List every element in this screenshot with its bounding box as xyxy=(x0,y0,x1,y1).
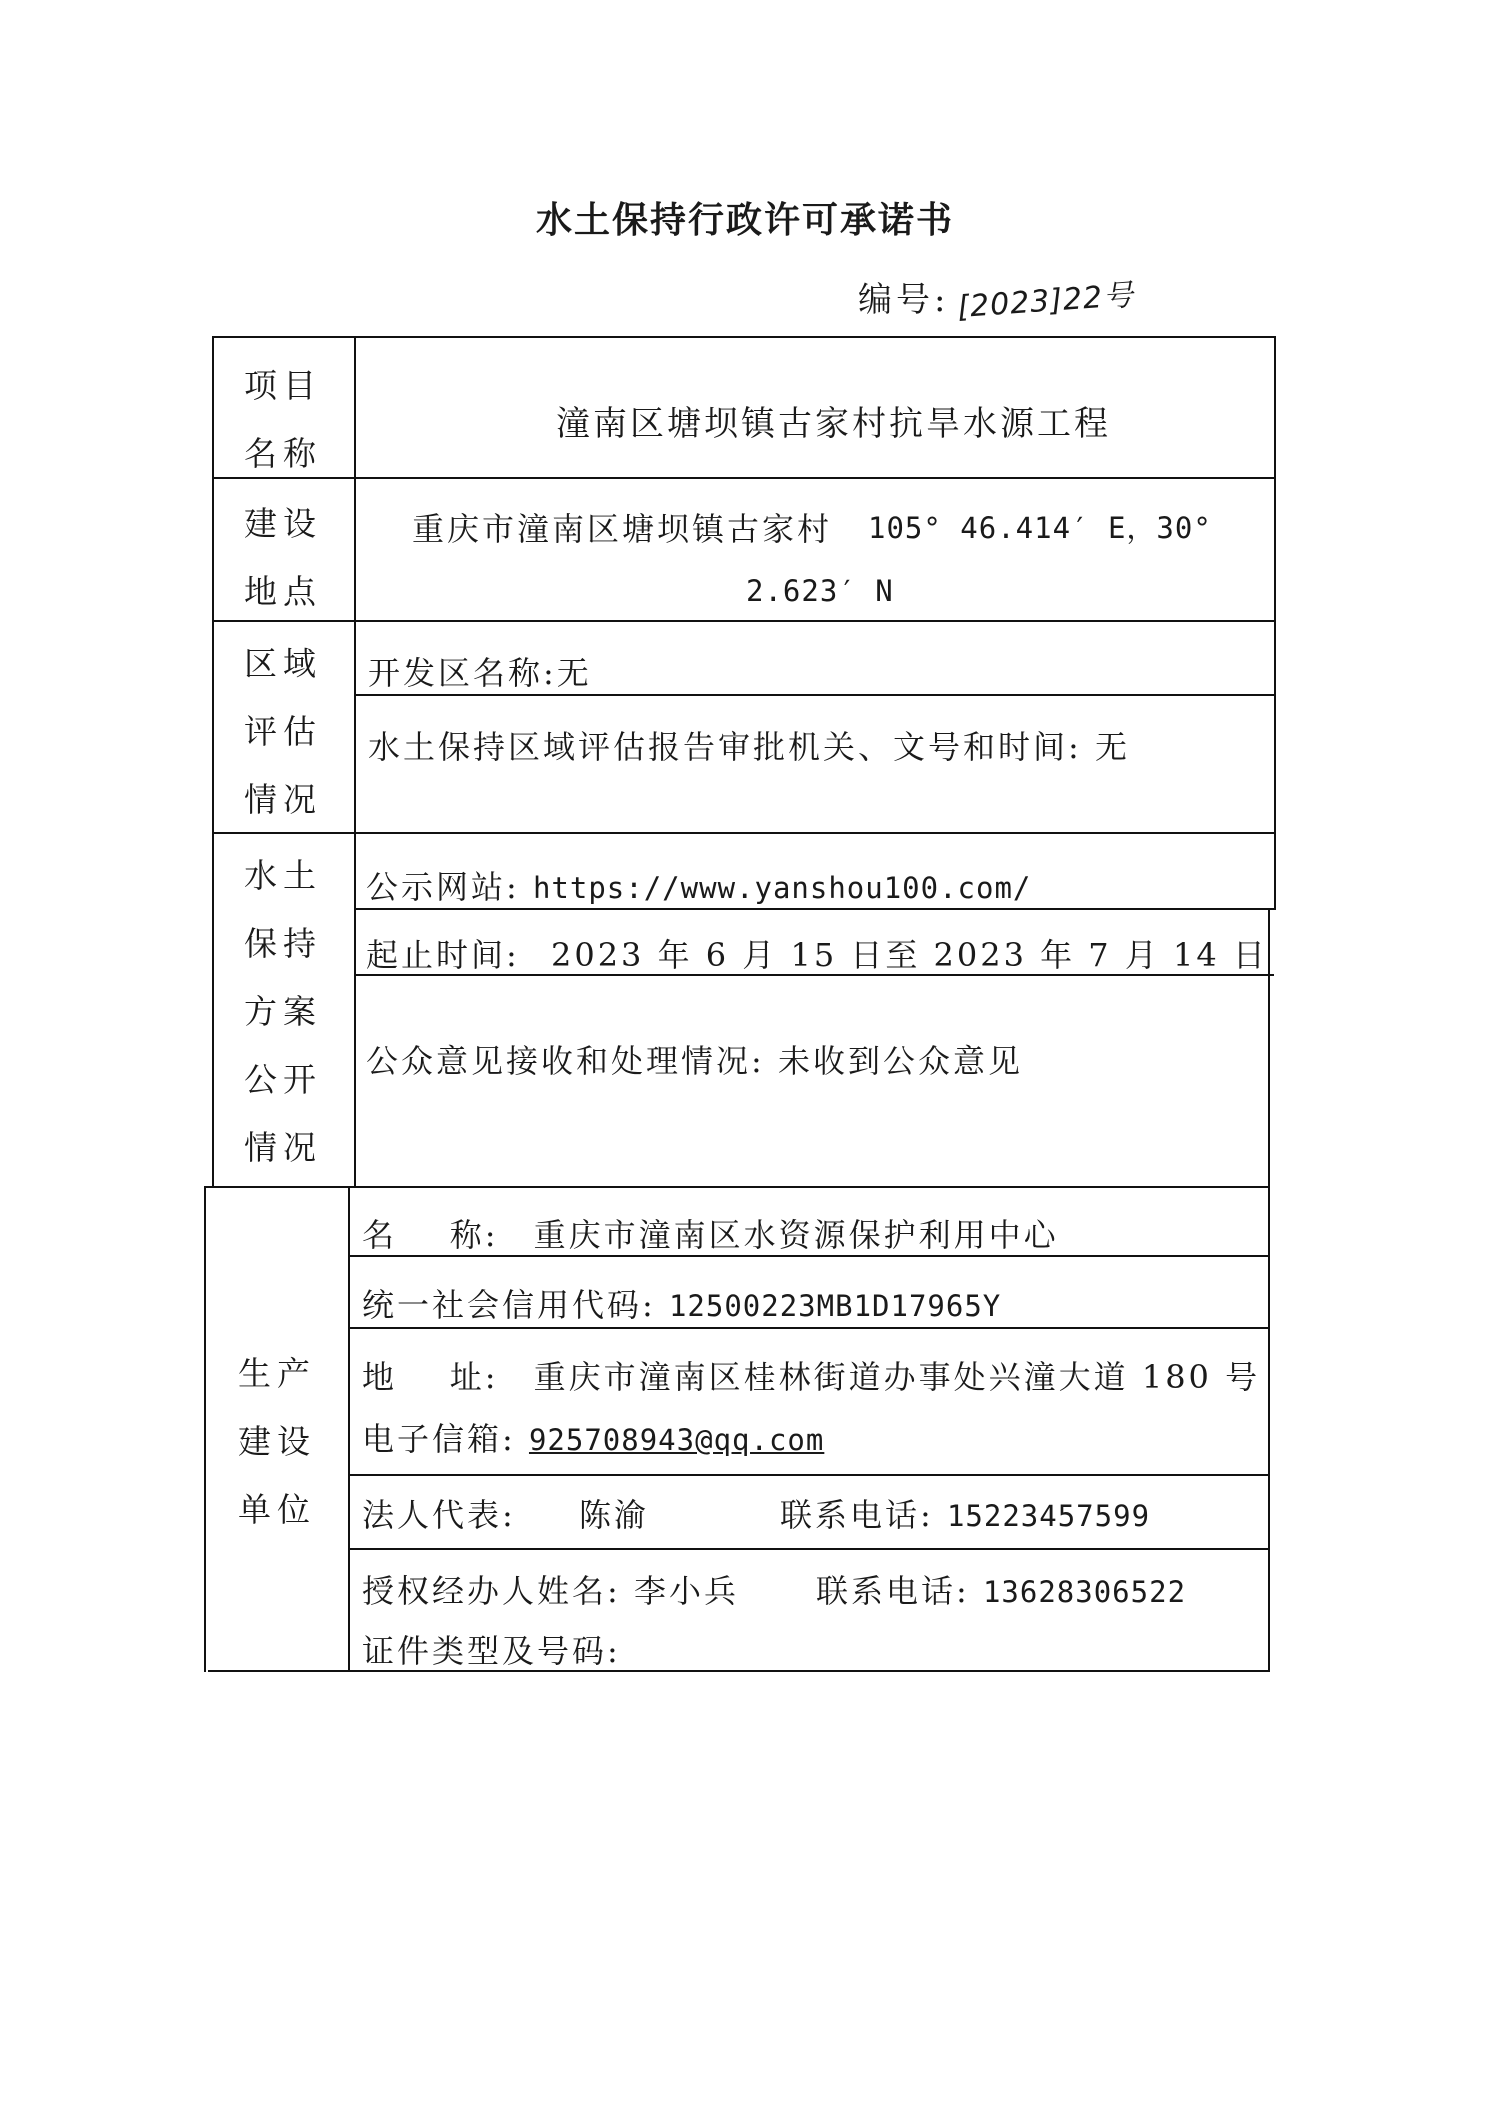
project-name: 潼南区塘坝镇古家村抗旱水源工程 xyxy=(556,404,1111,444)
sub-row-divider xyxy=(350,1548,1270,1550)
id-type-label: 证件类型及号码: xyxy=(362,1632,621,1670)
location-coordinates-1: 105° 46.414′ E，30° xyxy=(868,511,1212,545)
development-zone: 开发区名称:无 xyxy=(368,654,592,692)
row-divider xyxy=(206,1186,1270,1188)
period-value: 2023 年 6 月 15 日至 2023 年 7 月 14 日 xyxy=(550,936,1268,974)
label-construction-unit: 生产 建设 单位 xyxy=(238,1354,316,1529)
website-label: 公示网站: xyxy=(366,868,520,906)
website-row xyxy=(366,862,1031,908)
legal-rep-row xyxy=(362,1490,649,1536)
credit-code: 12500223MB1D17965Y xyxy=(668,1289,1002,1323)
regional-assessment-report: 水土保持区域评估报告审批机关、文号和时间: 无 xyxy=(368,728,1130,766)
document-number-label: 编号: xyxy=(858,280,950,320)
agent-row xyxy=(362,1566,739,1612)
column-divider-lower xyxy=(348,1186,350,1672)
legal-rep-label: 法人代表: xyxy=(362,1496,516,1534)
label-project-name: 项目 名称 xyxy=(244,366,322,473)
column-divider-upper xyxy=(354,336,356,1186)
email-label: 电子信箱: xyxy=(362,1420,516,1458)
address: 重庆市潼南区桂林街道办事处兴潼大道 180 号 xyxy=(533,1358,1261,1396)
credit-code-label: 统一社会信用代码: xyxy=(362,1286,656,1324)
label-location: 建设 地点 xyxy=(244,504,322,611)
form-border-top xyxy=(212,336,1274,338)
unit-name: 重庆市潼南区水资源保护利用中心 xyxy=(533,1216,1059,1254)
unit-name-row xyxy=(362,1210,1059,1256)
form-border-right-lower xyxy=(1268,910,1270,1672)
legal-phone: 15223457599 xyxy=(946,1499,1151,1533)
unit-name-label: 名 称: xyxy=(362,1216,499,1254)
legal-phone-label: 联系电话: xyxy=(780,1496,934,1534)
row-divider xyxy=(212,620,1276,622)
legal-rep-name: 陈渝 xyxy=(578,1496,649,1534)
form-border-left-lower xyxy=(204,1186,206,1672)
website-url: https://www.yanshou100.com/ xyxy=(532,871,1032,905)
sub-row-divider xyxy=(350,1327,1270,1329)
agent-phone: 13628306522 xyxy=(982,1575,1187,1609)
agent-name: 李小兵 xyxy=(633,1572,739,1610)
agent-label: 授权经办人姓名: xyxy=(362,1572,621,1610)
row-divider xyxy=(212,832,1276,834)
sub-row-divider xyxy=(356,908,1274,910)
sub-row-divider xyxy=(350,1474,1270,1476)
row-divider xyxy=(212,477,1276,479)
label-plan-disclosure: 水土 保持 方案 公开 情况 xyxy=(244,856,322,1167)
email-address[interactable]: 925708943@qq.com xyxy=(528,1423,825,1457)
form-border-right-upper xyxy=(1274,336,1276,910)
document-title: 水土保持行政许可承诺书 xyxy=(535,199,954,241)
period-label: 起止时间: xyxy=(366,936,520,974)
email-row xyxy=(362,1414,824,1460)
location-address: 重庆市潼南区塘坝镇古家村 xyxy=(412,510,833,548)
form-border-left-upper xyxy=(212,336,214,1186)
credit-code-row xyxy=(362,1280,1001,1326)
agent-phone-row xyxy=(816,1566,1186,1612)
label-regional-assessment: 区域 评估 情况 xyxy=(244,644,322,819)
address-label: 地 址: xyxy=(362,1358,499,1396)
agent-phone-label: 联系电话: xyxy=(816,1572,970,1610)
public-feedback: 公众意见接收和处理情况: 未收到公众意见 xyxy=(366,1042,1023,1080)
address-row xyxy=(362,1352,1260,1398)
location-coordinates-2: 2.623′ N xyxy=(746,574,894,608)
document-number-value: [2023]22号 xyxy=(956,277,1136,326)
legal-phone-row xyxy=(780,1490,1150,1536)
disclosure-period-row xyxy=(366,930,1268,976)
sub-row-divider xyxy=(356,694,1276,696)
